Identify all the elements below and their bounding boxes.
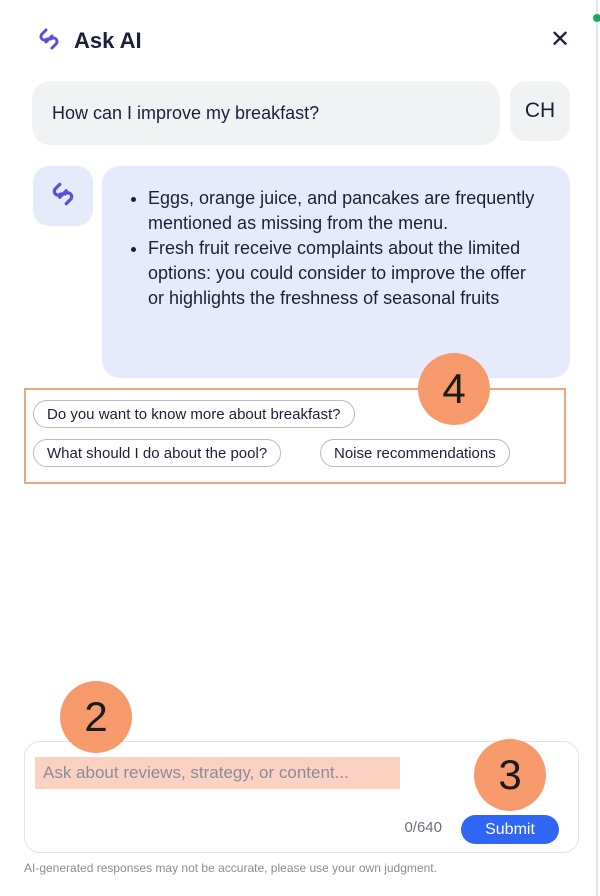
disclaimer-text: AI-generated responses may not be accurate, please use your own judgment.: [24, 861, 437, 875]
ai-response-bullet: • Fresh fruit receive complaints about the limited options: you could consider to improve the offer or highlights the freshness of seasonal fruits: [148, 236, 540, 311]
close-button[interactable]: [548, 28, 572, 52]
user-avatar: [510, 81, 570, 141]
suggestion-chip-pool[interactable]: What should I do about the pool?: [33, 439, 281, 467]
chat-input[interactable]: [35, 757, 400, 789]
chain-link-icon: [36, 26, 62, 57]
user-message-text: How can I improve my breakfast?: [52, 102, 320, 123]
close-icon: ✕: [549, 26, 571, 53]
submit-button[interactable]: Submit: [461, 815, 559, 844]
user-message: [32, 81, 500, 145]
panel-header: [36, 26, 142, 56]
suggestion-chip-noise[interactable]: Noise recommendations: [320, 439, 510, 467]
chain-link-icon: [49, 180, 77, 213]
character-counter: 0/640: [404, 819, 442, 836]
ai-response-bullet: • Eggs, orange juice, and pancakes are frequently mentioned as missing from the menu.: [148, 186, 540, 236]
ai-response-list: [128, 186, 540, 311]
suggestion-chip-breakfast[interactable]: Do you want to know more about breakfast?: [33, 400, 355, 428]
user-initials: CH: [524, 99, 556, 122]
panel-title: Ask AI: [74, 28, 142, 53]
annotation-badge-3: 3: [474, 739, 546, 811]
ai-avatar: [33, 166, 93, 226]
status-indicator: [593, 14, 600, 22]
ai-response: [102, 166, 570, 378]
annotation-badge-4: 4: [418, 353, 490, 425]
annotation-badge-2: 2: [60, 681, 132, 753]
